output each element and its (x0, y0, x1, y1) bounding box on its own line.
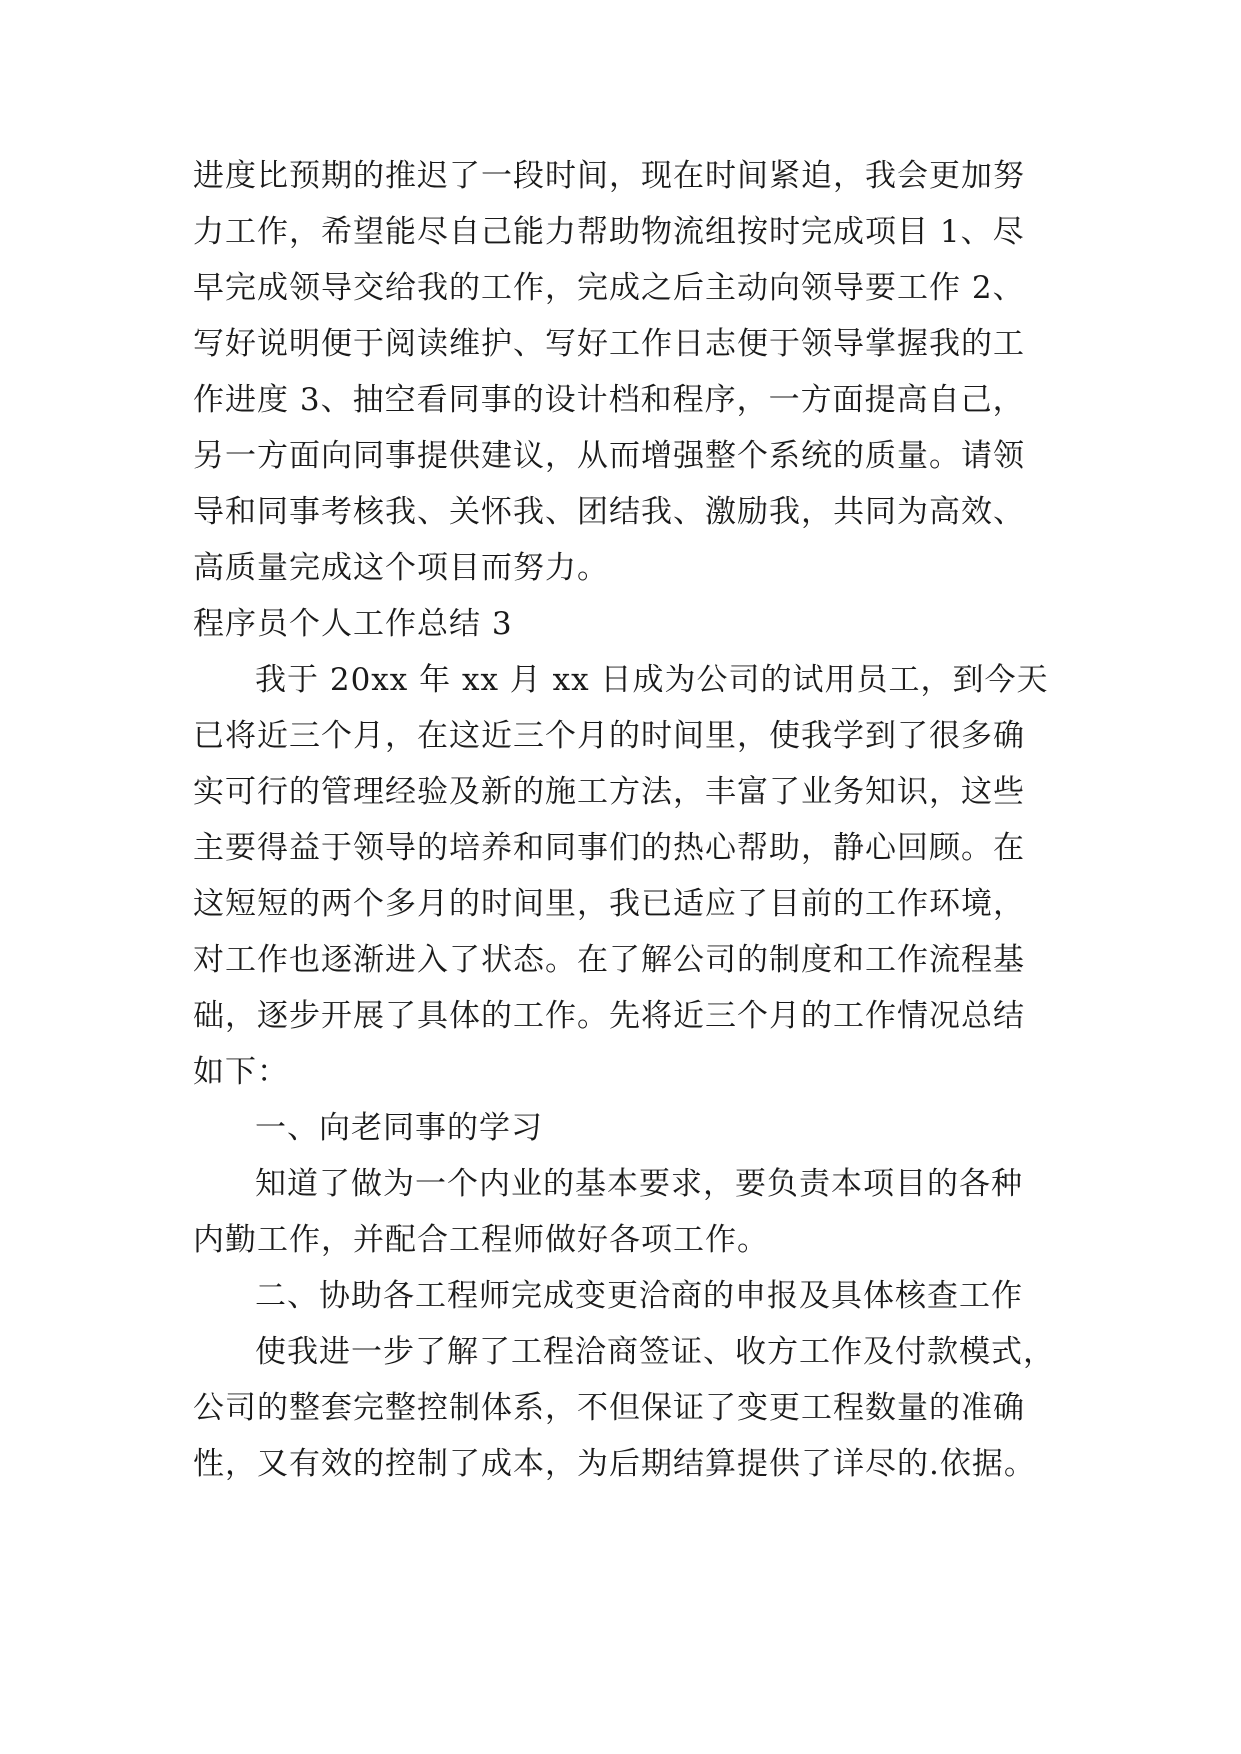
text-line: 写好说明便于阅读维护、写好工作日志便于领导掌握我的工 (193, 326, 1025, 362)
text-line: 公司的整套完整控制体系，不但保证了变更工程数量的准确 (193, 1390, 1025, 1426)
text-line: 导和同事考核我、关怀我、团结我、激励我，共同为高效、 (193, 494, 1025, 530)
text-line: 性，又有效的控制了成本，为后期结算提供了详尽的.依据。 (193, 1446, 1036, 1482)
text-line: 对工作也逐渐进入了状态。在了解公司的制度和工作流程基 (193, 942, 1025, 978)
text-line: 使我进一步了解了工程洽商签证、收方工作及付款模式， (255, 1334, 1055, 1370)
text-line: 知道了做为一个内业的基本要求，要负责本项目的各种 (255, 1166, 1023, 1202)
text-line: 础，逐步开展了具体的工作。先将近三个月的工作情况总结 (193, 998, 1025, 1034)
text-line: 早完成领导交给我的工作，完成之后主动向领导要工作 2、 (193, 270, 1025, 306)
text-line: 实可行的管理经验及新的施工方法，丰富了业务知识，这些 (193, 774, 1025, 810)
text-line: 另一方面向同事提供建议，从而增强整个系统的质量。请领 (193, 438, 1025, 474)
subsection-heading: 一、向老同事的学习 (255, 1110, 543, 1146)
text-line: 主要得益于领导的培养和同事们的热心帮助，静心回顾。在 (193, 830, 1025, 866)
text-line: 力工作，希望能尽自己能力帮助物流组按时完成项目 1、尽 (193, 214, 1025, 250)
text-line: 这短短的两个多月的时间里，我已适应了目前的工作环境， (193, 886, 1025, 922)
text-line: 高质量完成这个项目而努力。 (193, 550, 609, 586)
section-heading: 程序员个人工作总结 3 (193, 606, 513, 642)
text-line: 进度比预期的推迟了一段时间，现在时间紧迫，我会更加努 (193, 158, 1025, 194)
text-line: 已将近三个月，在这近三个月的时间里，使我学到了很多确 (193, 718, 1025, 754)
text-line: 如下： (193, 1054, 289, 1090)
text-line: 内勤工作，并配合工程师做好各项工作。 (193, 1222, 769, 1258)
text-line: 我于 20xx 年 xx 月 xx 日成为公司的试用员工，到今天 (255, 662, 1049, 698)
text-line: 作进度 3、抽空看同事的设计档和程序，一方面提高自己， (193, 382, 1025, 418)
subsection-heading: 二、协助各工程师完成变更洽商的申报及具体核查工作 (255, 1278, 1023, 1314)
